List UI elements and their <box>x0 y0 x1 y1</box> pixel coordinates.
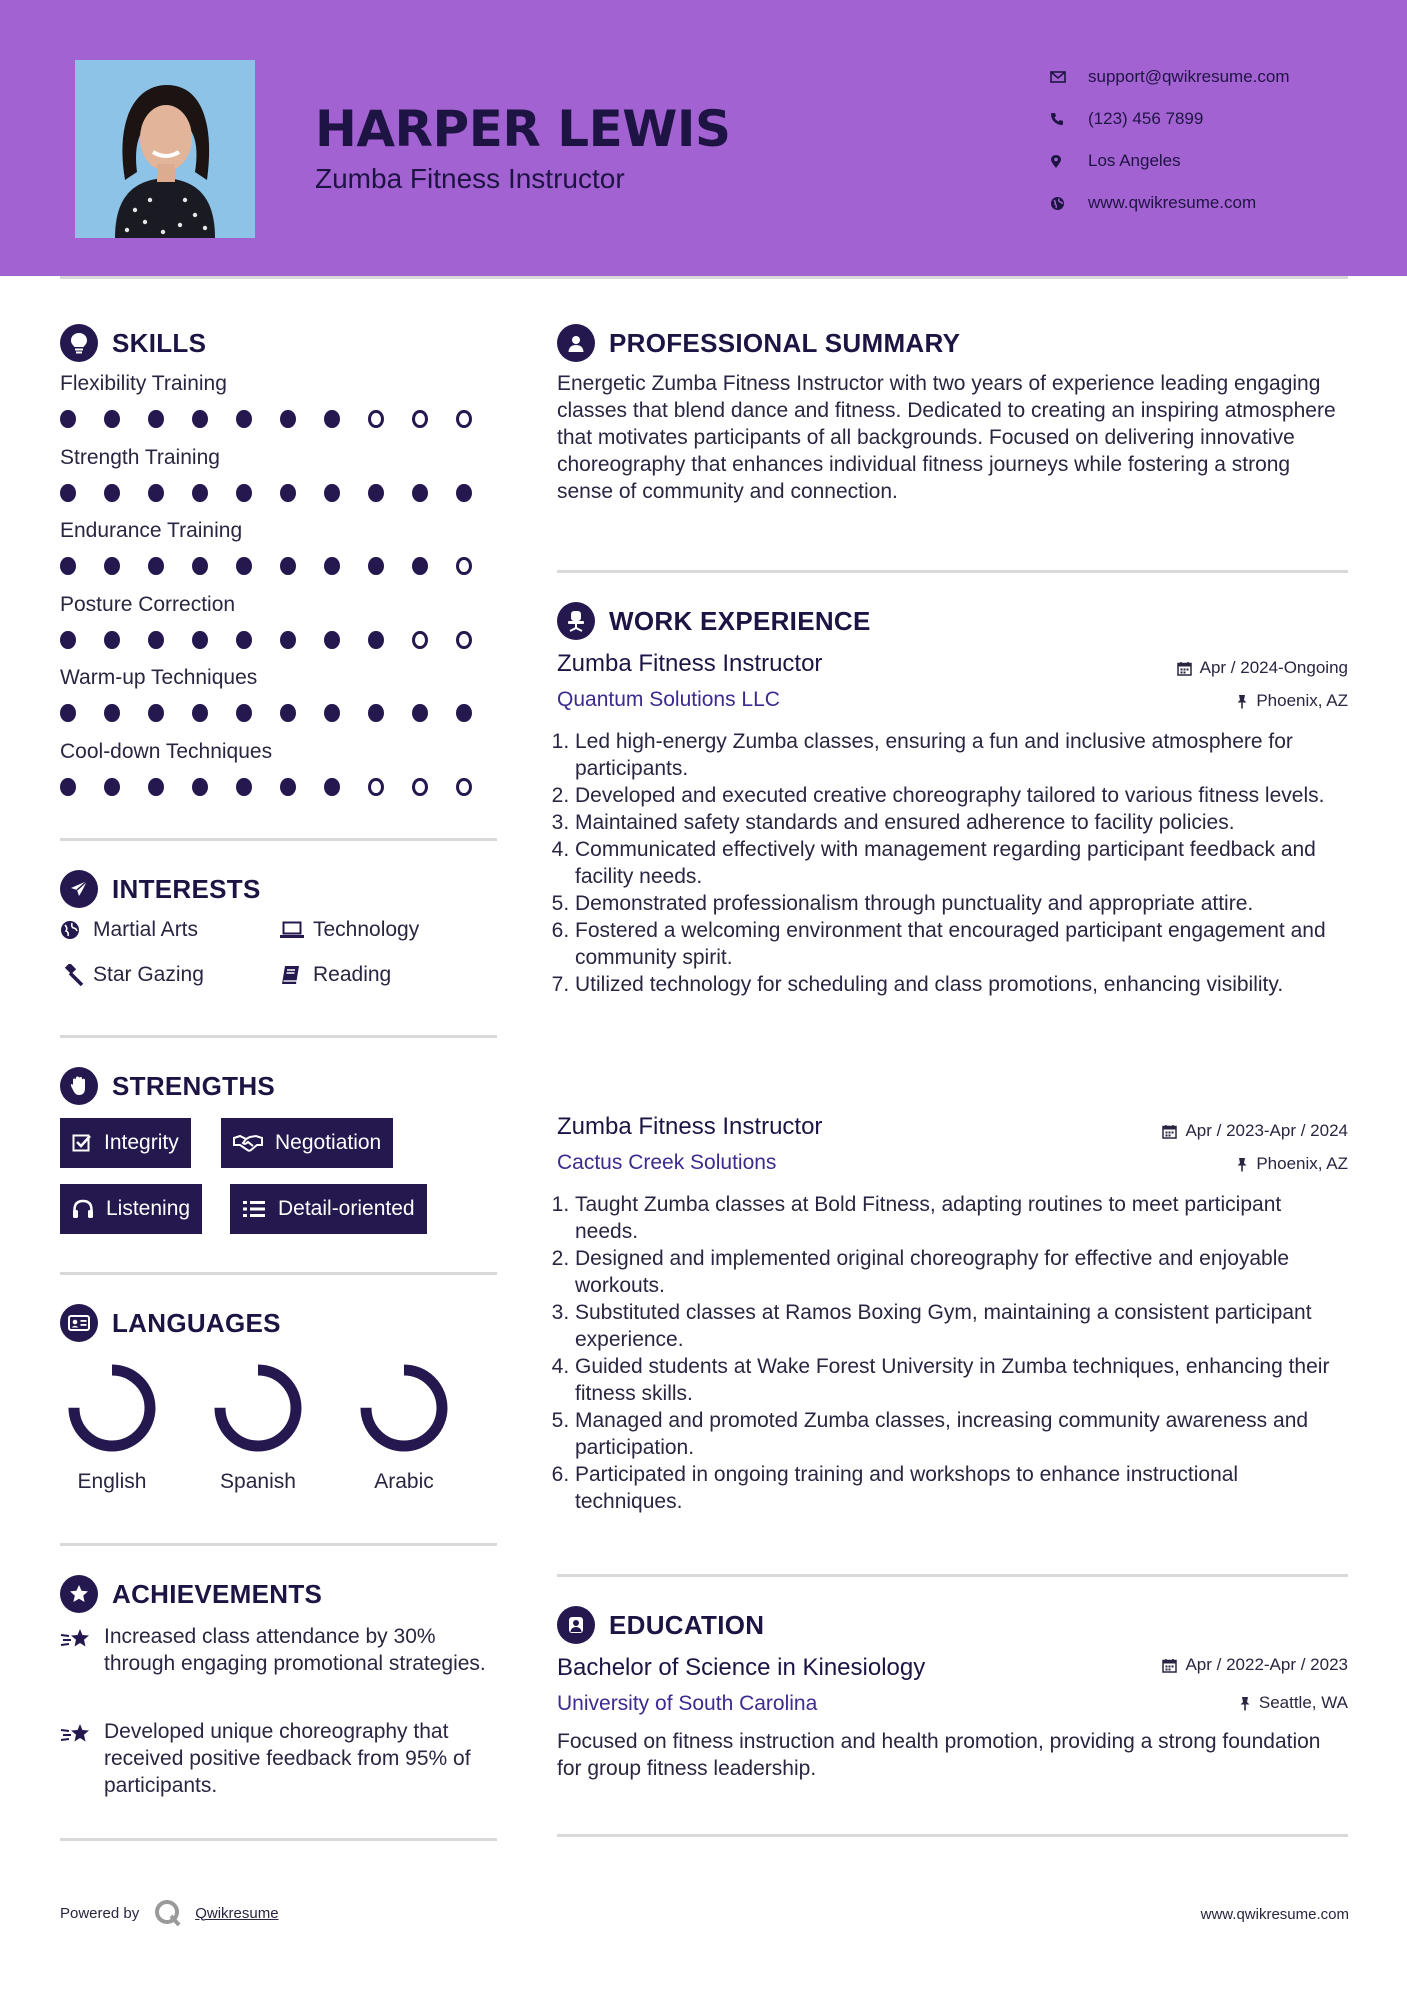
language-item <box>52 1358 172 1494</box>
skill-label: Strength Training <box>60 445 220 469</box>
rating-dot-filled <box>60 484 76 502</box>
rating-dot-empty <box>456 778 472 796</box>
candidate-name: HARPER LEWIS <box>315 100 731 158</box>
rating-dot-empty <box>456 631 472 649</box>
education-degree: Bachelor of Science in Kinesiology <box>557 1654 926 1681</box>
language-level-arc <box>366 1370 442 1446</box>
divider <box>60 1838 497 1841</box>
strengths-title: STRENGTHS <box>112 1070 276 1101</box>
calendar-icon <box>1162 1124 1177 1139</box>
education-location-text: Seattle, WA <box>1258 1693 1348 1712</box>
rating-dot-filled <box>60 410 76 428</box>
language-ring <box>62 1358 162 1458</box>
interests-title: INTERESTS <box>112 873 261 904</box>
gavel-icon <box>60 964 93 986</box>
job-location-text: Phoenix, AZ <box>1256 1154 1348 1173</box>
contact-website[interactable] <box>1050 182 1390 224</box>
rating-dot-filled <box>280 484 296 502</box>
skill-item <box>60 519 500 575</box>
headphones-icon <box>72 1199 94 1219</box>
lightbulb-icon <box>60 324 98 362</box>
rating-dot-filled <box>104 410 120 428</box>
job-title: Zumba Fitness Instructor <box>557 1113 823 1140</box>
job-bullet: 6. Fostered a welcoming environment that encouraged participant engagement and community spirit. <box>575 917 1347 971</box>
job-title: Zumba Fitness Instructor <box>557 650 823 677</box>
job-bullet: 5. Managed and promoted Zumba classes, increasing community awareness and participation. <box>575 1407 1347 1461</box>
rating-dot-filled <box>280 557 296 575</box>
rating-dot-filled <box>148 557 164 575</box>
strength-label: Listening <box>106 1197 191 1220</box>
job-date <box>1177 658 1348 678</box>
divider <box>557 1574 1348 1577</box>
resume-header <box>0 0 1407 276</box>
language-item <box>344 1358 464 1494</box>
rating-dot-filled <box>104 484 120 502</box>
pushpin-icon <box>1236 694 1248 709</box>
job-bullet: 4. Guided students at Wake Forest University in Zumba techniques, enhancing their fitness skills. <box>575 1353 1347 1407</box>
job-bullet: 4. Communicated effectively with management regarding participant feedback and facility needs. <box>575 836 1347 890</box>
contact-phone-text: (123) 456 7899 <box>1088 109 1204 128</box>
rating-dot-filled <box>324 778 340 796</box>
rating-dot-filled <box>280 631 296 649</box>
skill-label: Warm-up Techniques <box>60 666 258 689</box>
rating-dot-filled <box>280 704 296 722</box>
footer-powered-by <box>60 1898 279 1928</box>
user-icon <box>557 324 595 362</box>
job-bullet: 1. Taught Zumba classes at Bold Fitness, adapting routines to meet participant needs. <box>575 1191 1347 1245</box>
skill-rating <box>60 484 500 502</box>
graduate-icon <box>557 1606 595 1644</box>
contact-list <box>1050 56 1390 224</box>
job-bullet: 7. Utilized technology for scheduling and class promotions, enhancing visibility. <box>575 971 1347 998</box>
rating-dot-empty <box>412 631 428 649</box>
contact-location-text: Los Angeles <box>1088 151 1181 170</box>
interest-item <box>60 918 198 942</box>
education-location <box>1239 1693 1348 1713</box>
rating-dot-filled <box>60 704 76 722</box>
language-ring <box>354 1358 454 1458</box>
education-school: University of South Carolina <box>557 1692 818 1715</box>
powered-by-text: Powered by <box>60 1904 140 1922</box>
skill-item <box>60 446 500 502</box>
footer-website[interactable]: www.qwikresume.com <box>1200 1906 1349 1923</box>
strength-label: Negotiation <box>275 1131 382 1154</box>
chair-icon <box>557 602 595 640</box>
qwikresume-logo-icon <box>153 1898 183 1928</box>
check-square-icon <box>72 1133 92 1153</box>
rating-dot-filled <box>192 410 208 428</box>
rating-dot-filled <box>60 778 76 796</box>
map-pin-icon <box>1050 154 1088 169</box>
achievements-heading <box>60 1575 322 1613</box>
rating-dot-filled <box>192 484 208 502</box>
divider <box>557 1834 1348 1837</box>
rating-dot-filled <box>412 484 428 502</box>
achievement-text: Increased class attendance by 30% through engaging promotional strategies. <box>104 1625 486 1675</box>
job-bullet: 6. Participated in ongoing training and workshops to enhance instructional techniques. <box>575 1461 1347 1515</box>
calendar-icon <box>1162 1658 1177 1673</box>
skill-rating <box>60 557 500 575</box>
rating-dot-filled <box>236 484 252 502</box>
rating-dot-empty <box>456 557 472 575</box>
id-card-icon <box>60 1304 98 1342</box>
envelope-icon <box>1050 71 1088 83</box>
contact-location <box>1050 140 1390 182</box>
divider <box>60 1272 497 1275</box>
job-location-text: Phoenix, AZ <box>1256 691 1348 710</box>
rating-dot-filled <box>236 410 252 428</box>
job-location <box>1236 691 1348 711</box>
rating-dot-empty <box>368 410 384 428</box>
pushpin-icon <box>1236 1157 1248 1172</box>
strength-tag <box>230 1184 427 1234</box>
achievement-item <box>60 1718 500 1799</box>
rating-dot-filled <box>192 704 208 722</box>
rating-dot-filled <box>104 557 120 575</box>
divider <box>60 1543 497 1546</box>
rating-dot-filled <box>236 778 252 796</box>
rating-dot-filled <box>192 778 208 796</box>
rating-dot-filled <box>368 557 384 575</box>
summary-title: PROFESSIONAL SUMMARY <box>609 327 961 358</box>
skill-item <box>60 593 500 649</box>
rating-dot-filled <box>148 484 164 502</box>
hand-icon <box>60 1067 98 1105</box>
achievements-title: ACHIEVEMENTS <box>112 1578 323 1609</box>
education-heading <box>557 1606 764 1644</box>
interest-label: Star Gazing <box>93 963 204 986</box>
rating-dot-filled <box>148 704 164 722</box>
job-bullet: 3. Maintained safety standards and ensured adherence to facility policies. <box>575 809 1347 836</box>
skill-item <box>60 666 500 722</box>
rating-dot-filled <box>148 631 164 649</box>
strength-tag <box>60 1184 202 1234</box>
rating-dot-empty <box>368 778 384 796</box>
interest-label: Reading <box>313 963 392 986</box>
pushpin-icon <box>1239 1696 1251 1711</box>
languages-heading <box>60 1304 281 1342</box>
rating-dot-filled <box>324 410 340 428</box>
interest-item <box>280 918 419 942</box>
profile-photo <box>75 60 255 238</box>
skills-heading <box>60 324 206 362</box>
education-text: Focused on fitness instruction and health promotion, providing a strong foundation for group fitness leadership. <box>557 1730 1321 1780</box>
rating-dot-filled <box>324 484 340 502</box>
summary-heading <box>557 324 960 362</box>
language-label: English <box>77 1470 147 1493</box>
paper-plane-icon <box>60 870 98 908</box>
divider <box>557 570 1348 573</box>
skill-item <box>60 740 500 796</box>
strength-label: Detail-oriented <box>278 1197 415 1220</box>
divider <box>60 838 497 841</box>
rating-dot-filled <box>60 631 76 649</box>
achievement-item <box>60 1623 500 1677</box>
contact-email-text: support@qwikresume.com <box>1088 67 1290 86</box>
laptop-icon <box>280 921 313 939</box>
rating-dot-filled <box>412 704 428 722</box>
job-bullet: 2. Developed and executed creative choreography tailored to various fitness levels. <box>575 782 1347 809</box>
interest-label: Technology <box>313 918 420 941</box>
rating-dot-filled <box>104 778 120 796</box>
list-icon <box>242 1200 266 1218</box>
education-title: EDUCATION <box>609 1609 765 1640</box>
globe-icon <box>60 920 93 940</box>
skill-rating <box>60 631 500 649</box>
rating-dot-filled <box>280 778 296 796</box>
rating-dot-filled <box>236 557 252 575</box>
language-level-arc <box>220 1370 296 1446</box>
interests-heading <box>60 870 261 908</box>
rating-dot-filled <box>236 631 252 649</box>
language-item <box>198 1358 318 1494</box>
rating-dot-filled <box>456 704 472 722</box>
rating-dot-filled <box>104 631 120 649</box>
rating-dot-filled <box>324 631 340 649</box>
skill-rating <box>60 778 500 796</box>
phone-icon <box>1050 112 1088 126</box>
shooting-star-icon <box>60 1718 104 1799</box>
job-bullet: 5. Demonstrated professionalism through punctuality and appropriate attire. <box>575 890 1347 917</box>
star-icon <box>60 1575 98 1613</box>
rating-dot-filled <box>192 631 208 649</box>
handshake-icon <box>233 1133 263 1153</box>
rating-dot-filled <box>368 631 384 649</box>
language-label: Spanish <box>220 1470 296 1493</box>
rating-dot-filled <box>60 557 76 575</box>
candidate-role: Zumba Fitness Instructor <box>315 163 625 194</box>
experience-title: WORK EXPERIENCE <box>609 605 871 636</box>
calendar-icon <box>1177 661 1192 676</box>
job-bullet: 1. Led high-energy Zumba classes, ensuring a fun and inclusive atmosphere for participants. <box>575 728 1347 782</box>
skill-item <box>60 372 500 428</box>
skill-label: Flexibility Training <box>60 372 227 395</box>
rating-dot-filled <box>236 704 252 722</box>
rating-dot-empty <box>456 410 472 428</box>
rating-dot-filled <box>104 704 120 722</box>
rating-dot-filled <box>280 410 296 428</box>
rating-dot-empty <box>412 410 428 428</box>
contact-phone[interactable] <box>1050 98 1390 140</box>
skills-title: SKILLS <box>112 327 207 358</box>
rating-dot-filled <box>456 484 472 502</box>
job-location <box>1236 1154 1348 1174</box>
rating-dot-filled <box>324 704 340 722</box>
job-company: Quantum Solutions LLC <box>557 688 780 711</box>
job-bullets <box>557 1191 1347 1515</box>
interest-item <box>280 963 391 987</box>
header-divider <box>60 276 1348 279</box>
shooting-star-icon <box>60 1623 104 1677</box>
job-date-text: Apr / 2023-Apr / 2024 <box>1185 1121 1348 1140</box>
rating-dot-filled <box>324 557 340 575</box>
job-company: Cactus Creek Solutions <box>557 1151 777 1174</box>
divider <box>60 1035 497 1038</box>
language-ring <box>208 1358 308 1458</box>
skill-label: Endurance Training <box>60 519 243 542</box>
job-bullets <box>557 728 1347 998</box>
rating-dot-filled <box>412 557 428 575</box>
strengths-heading <box>60 1067 275 1105</box>
skill-rating <box>60 410 500 428</box>
education-date <box>1162 1655 1348 1675</box>
book-icon <box>280 965 313 985</box>
qwikresume-link[interactable]: Qwikresume <box>195 1904 279 1922</box>
rating-dot-filled <box>368 704 384 722</box>
education-date-text: Apr / 2022-Apr / 2023 <box>1185 1655 1348 1674</box>
contact-website-text: www.qwikresume.com <box>1088 193 1257 212</box>
rating-dot-filled <box>148 410 164 428</box>
rating-dot-filled <box>148 778 164 796</box>
skill-rating <box>60 704 500 722</box>
skill-label: Cool-down Techniques <box>60 739 273 763</box>
strength-tag <box>60 1118 191 1168</box>
skill-label: Posture Correction <box>60 592 236 616</box>
strength-tag <box>221 1118 393 1168</box>
rating-dot-filled <box>192 557 208 575</box>
contact-email[interactable] <box>1050 56 1390 98</box>
achievement-text: Developed unique choreography that received positive feedback from 95% of participants. <box>104 1720 471 1797</box>
language-label: Arabic <box>374 1470 434 1493</box>
job-bullet: 2. Designed and implemented original choreography for effective and enjoyable workouts. <box>575 1245 1347 1299</box>
job-date-text: Apr / 2024-Ongoing <box>1199 658 1348 677</box>
rating-dot-empty <box>412 778 428 796</box>
language-level-arc <box>74 1370 150 1446</box>
rating-dot-filled <box>368 484 384 502</box>
interest-label: Martial Arts <box>93 918 199 941</box>
experience-heading <box>557 602 871 640</box>
languages-title: LANGUAGES <box>112 1307 281 1338</box>
strength-label: Integrity <box>104 1131 179 1154</box>
job-bullet: 3. Substituted classes at Ramos Boxing Gym, maintaining a consistent participant experience. <box>575 1299 1347 1353</box>
globe-icon <box>1050 196 1088 211</box>
summary-text: Energetic Zumba Fitness Instructor with two years of experience leading engaging classes that blend dance and fitness. Dedicated to creating an inspiring atmosphere that motivates participants of all backgrounds. Focused on delivering innovative choreography that enhances individual fitness journeys while fostering a strong sense of community and connection. <box>557 372 1336 503</box>
job-date <box>1162 1121 1348 1141</box>
interest-item <box>60 963 204 987</box>
